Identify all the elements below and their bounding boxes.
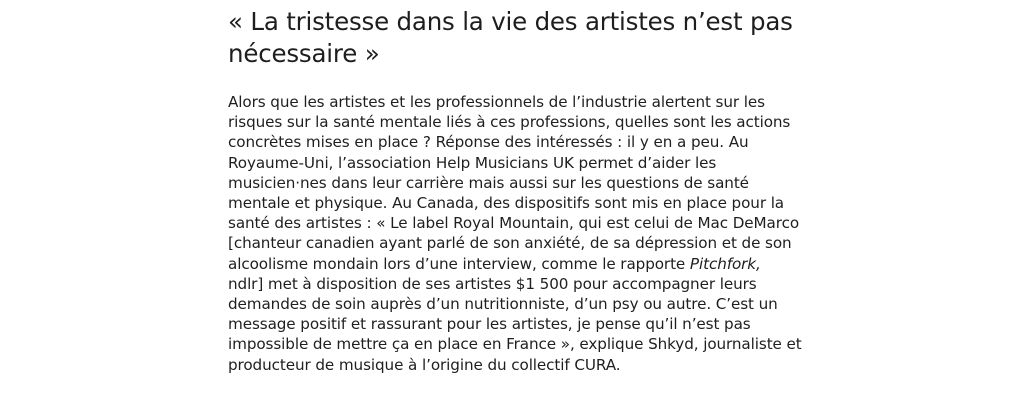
paragraph-line: message positif et rassurant pour les artistes, je pense qu’il n’est pas <box>228 315 751 334</box>
paragraph-line: impossible de mettre ça en place en France », explique Shkyd, journaliste et <box>228 335 802 354</box>
publication-name: Pitchfork, <box>689 254 761 273</box>
paragraph-line <box>228 254 848 274</box>
article-paragraph <box>228 92 848 375</box>
paragraph-text: alcoolisme mondain lors d’une interview, comme le rapporte <box>228 254 690 273</box>
paragraph-line: demandes de soin auprès d’un nutritionniste, d’un psy ou autre. C’est un <box>228 295 778 314</box>
paragraph-line: concrètes mises en place ? Réponse des intéressés : il y en a peu. Au <box>228 133 749 152</box>
headline-line: « La tristesse dans la vie des artistes n’est pas <box>228 7 793 36</box>
paragraph-line: Royaume-Uni, l’association Help Musicians UK permet d’aider les <box>228 153 717 172</box>
paragraph-line: ndlr] met à disposition de ses artistes $1 500 pour accompagner leurs <box>228 274 757 293</box>
paragraph-line: Alors que les artistes et les professionnels de l’industrie alertent sur les <box>228 93 765 111</box>
paragraph-line: musicien·nes dans leur carrière mais aussi sur les questions de santé <box>228 173 749 192</box>
paragraph-line: producteur de musique à l’origine du collectif CURA. <box>228 355 621 374</box>
article <box>228 6 848 374</box>
paragraph-line: santé des artistes : « Le label Royal Mountain, qui est celui de Mac DeMarco <box>228 214 800 233</box>
paragraph-line: [chanteur canadien ayant parlé de son anxiété, de sa dépression et de son <box>228 234 792 253</box>
paragraph-line: mentale et physique. Au Canada, des dispositifs sont mis en place pour la <box>228 194 785 213</box>
paragraph-line: risques sur la santé mentale liés à ces professions, quelles sont les actions <box>228 113 791 132</box>
article-headline <box>228 6 848 70</box>
headline-line: nécessaire » <box>228 39 380 68</box>
